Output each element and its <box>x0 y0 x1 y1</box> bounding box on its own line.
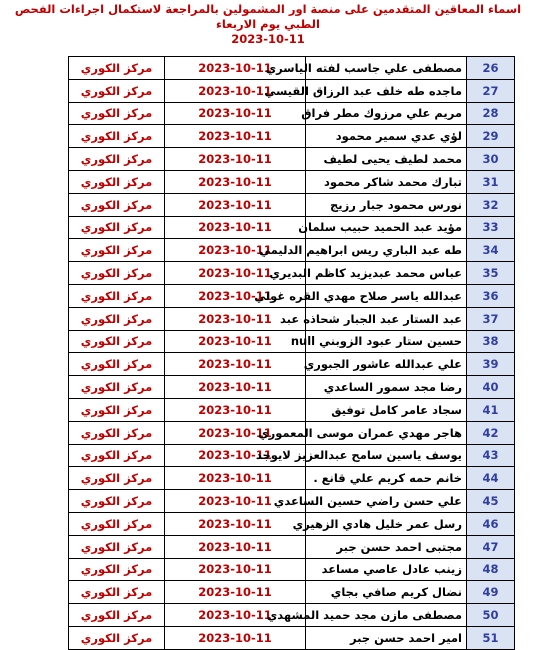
roster-table <box>68 56 515 650</box>
name-cell: نورس محمود جبار رزيج <box>306 193 467 216</box>
center-cell: مركز الكوري <box>69 284 165 307</box>
title-line-2: 2023-10-11 <box>231 32 305 46</box>
name-cell: سجاد عامر كامل توفيق <box>306 398 467 421</box>
name-cell: رضا مجد سمور الساعدي <box>306 376 467 399</box>
center-cell: مركز الكوري <box>69 535 165 558</box>
number-cell: 31 <box>467 170 515 193</box>
date-cell: 2023-10-11 <box>165 398 306 421</box>
center-cell: مركز الكوري <box>69 239 165 262</box>
date-cell: 2023-10-11 <box>165 239 306 262</box>
name-cell: مصطفى مازن مجد حميد المشهدي <box>306 604 467 627</box>
center-cell: مركز الكوري <box>69 626 165 649</box>
center-cell: مركز الكوري <box>69 353 165 376</box>
date-cell: 2023-10-11 <box>165 421 306 444</box>
center-cell: مركز الكوري <box>69 57 165 80</box>
date-cell: 2023-10-11 <box>165 193 306 216</box>
number-cell: 33 <box>467 216 515 239</box>
center-cell: مركز الكوري <box>69 581 165 604</box>
date-cell: 2023-10-11 <box>165 79 306 102</box>
table-row <box>69 102 515 125</box>
number-cell: 47 <box>467 535 515 558</box>
table-row <box>69 512 515 535</box>
date-cell: 2023-10-11 <box>165 353 306 376</box>
number-cell: 40 <box>467 376 515 399</box>
table-row <box>69 284 515 307</box>
table-row <box>69 216 515 239</box>
number-cell: 27 <box>467 79 515 102</box>
center-cell: مركز الكوري <box>69 376 165 399</box>
name-cell: يوسف ياسين سامح عبدالعزيز لايوجد <box>306 444 467 467</box>
number-cell: 34 <box>467 239 515 262</box>
number-cell: 38 <box>467 330 515 353</box>
center-cell: مركز الكوري <box>69 79 165 102</box>
table-row <box>69 239 515 262</box>
table-row <box>69 193 515 216</box>
number-cell: 43 <box>467 444 515 467</box>
center-cell: مركز الكوري <box>69 125 165 148</box>
table-row <box>69 79 515 102</box>
table-row <box>69 558 515 581</box>
date-cell: 2023-10-11 <box>165 512 306 535</box>
center-cell: مركز الكوري <box>69 148 165 171</box>
roster-table-body <box>69 57 515 650</box>
table-row <box>69 330 515 353</box>
date-cell: 2023-10-11 <box>165 307 306 330</box>
date-cell: 2023-10-11 <box>165 57 306 80</box>
center-cell: مركز الكوري <box>69 398 165 421</box>
table-row <box>69 148 515 171</box>
date-cell: 2023-10-11 <box>165 330 306 353</box>
center-cell: مركز الكوري <box>69 170 165 193</box>
number-cell: 29 <box>467 125 515 148</box>
table-row <box>69 604 515 627</box>
title-line-1: اسماء المعاقين المتقدمين على منصة اور المشمولين بالمراجعة لاستكمال اجراءات الفحص الطبي يوم الاربعاء <box>14 2 522 31</box>
date-cell: 2023-10-11 <box>165 102 306 125</box>
table-row <box>69 581 515 604</box>
center-cell: مركز الكوري <box>69 444 165 467</box>
center-cell: مركز الكوري <box>69 307 165 330</box>
name-cell: امير احمد حسن جبر <box>306 626 467 649</box>
table-row <box>69 467 515 490</box>
number-cell: 45 <box>467 490 515 513</box>
name-cell: هاجر مهدي عمران موسى المعموري <box>306 421 467 444</box>
number-cell: 32 <box>467 193 515 216</box>
date-cell: 2023-10-11 <box>165 125 306 148</box>
center-cell: مركز الكوري <box>69 604 165 627</box>
name-cell: محمد لطيف يحيى لطيف <box>306 148 467 171</box>
table-row <box>69 376 515 399</box>
date-cell: 2023-10-11 <box>165 581 306 604</box>
table-row <box>69 444 515 467</box>
date-cell: 2023-10-11 <box>165 467 306 490</box>
table-row <box>69 57 515 80</box>
center-cell: مركز الكوري <box>69 467 165 490</box>
name-cell: علي عبدالله عاشور الجبوري <box>306 353 467 376</box>
number-cell: 50 <box>467 604 515 627</box>
center-cell: مركز الكوري <box>69 193 165 216</box>
table-row <box>69 307 515 330</box>
table-row <box>69 353 515 376</box>
name-cell: مجتبى احمد حسن جبر <box>306 535 467 558</box>
table-row <box>69 170 515 193</box>
name-cell: ماجده طه خلف عبد الرزاق القيسي <box>306 79 467 102</box>
number-cell: 44 <box>467 467 515 490</box>
name-cell: تبارك محمد شاكر محمود <box>306 170 467 193</box>
date-cell: 2023-10-11 <box>165 490 306 513</box>
name-cell: خانم حمه كريم علي قانع . <box>306 467 467 490</box>
table-row <box>69 421 515 444</box>
name-cell: حسين ستار عبود الزوبني null <box>306 330 467 353</box>
name-cell: مصطفى علي جاسب لفته الياسري <box>306 57 467 80</box>
date-cell: 2023-10-11 <box>165 170 306 193</box>
number-cell: 48 <box>467 558 515 581</box>
center-cell: مركز الكوري <box>69 102 165 125</box>
number-cell: 46 <box>467 512 515 535</box>
name-cell: عباس محمد عبديزيد كاظم البديري <box>306 262 467 285</box>
table-row <box>69 262 515 285</box>
number-cell: 42 <box>467 421 515 444</box>
table-row <box>69 626 515 649</box>
center-cell: مركز الكوري <box>69 490 165 513</box>
table-row <box>69 535 515 558</box>
number-cell: 41 <box>467 398 515 421</box>
name-cell: مؤيد عبد الحميد حبيب سلمان <box>306 216 467 239</box>
name-cell: نضال كريم صافي بجاي <box>306 581 467 604</box>
number-cell: 35 <box>467 262 515 285</box>
name-cell: علي حسن راضي حسين الساعدي <box>306 490 467 513</box>
name-cell: لؤي عدي سمير محمود <box>306 125 467 148</box>
number-cell: 39 <box>467 353 515 376</box>
table-row <box>69 125 515 148</box>
date-cell: 2023-10-11 <box>165 558 306 581</box>
center-cell: مركز الكوري <box>69 262 165 285</box>
center-cell: مركز الكوري <box>69 558 165 581</box>
name-cell: طه عبد الباري ريس ابراهيم الدليمي <box>306 239 467 262</box>
date-cell: 2023-10-11 <box>165 444 306 467</box>
number-cell: 30 <box>467 148 515 171</box>
table-row <box>69 398 515 421</box>
table-row <box>69 490 515 513</box>
date-cell: 2023-10-11 <box>165 262 306 285</box>
number-cell: 36 <box>467 284 515 307</box>
center-cell: مركز الكوري <box>69 512 165 535</box>
number-cell: 28 <box>467 102 515 125</box>
document-title <box>0 2 536 47</box>
date-cell: 2023-10-11 <box>165 604 306 627</box>
center-cell: مركز الكوري <box>69 330 165 353</box>
date-cell: 2023-10-11 <box>165 148 306 171</box>
name-cell: رسل عمر خليل هادي الزهيري <box>306 512 467 535</box>
date-cell: 2023-10-11 <box>165 284 306 307</box>
date-cell: 2023-10-11 <box>165 376 306 399</box>
name-cell: عبد الستار عبد الجبار شحاذه عبد <box>306 307 467 330</box>
number-cell: 37 <box>467 307 515 330</box>
name-cell: زينب عادل عاصي مساعد <box>306 558 467 581</box>
number-cell: 51 <box>467 626 515 649</box>
name-cell: مريم علي مرزوك مطر فراق <box>306 102 467 125</box>
number-cell: 49 <box>467 581 515 604</box>
center-cell: مركز الكوري <box>69 216 165 239</box>
name-cell: عبدالله ياسر صلاح مهدي القره غولي <box>306 284 467 307</box>
number-cell: 26 <box>467 57 515 80</box>
center-cell: مركز الكوري <box>69 421 165 444</box>
date-cell: 2023-10-11 <box>165 626 306 649</box>
date-cell: 2023-10-11 <box>165 216 306 239</box>
date-cell: 2023-10-11 <box>165 535 306 558</box>
